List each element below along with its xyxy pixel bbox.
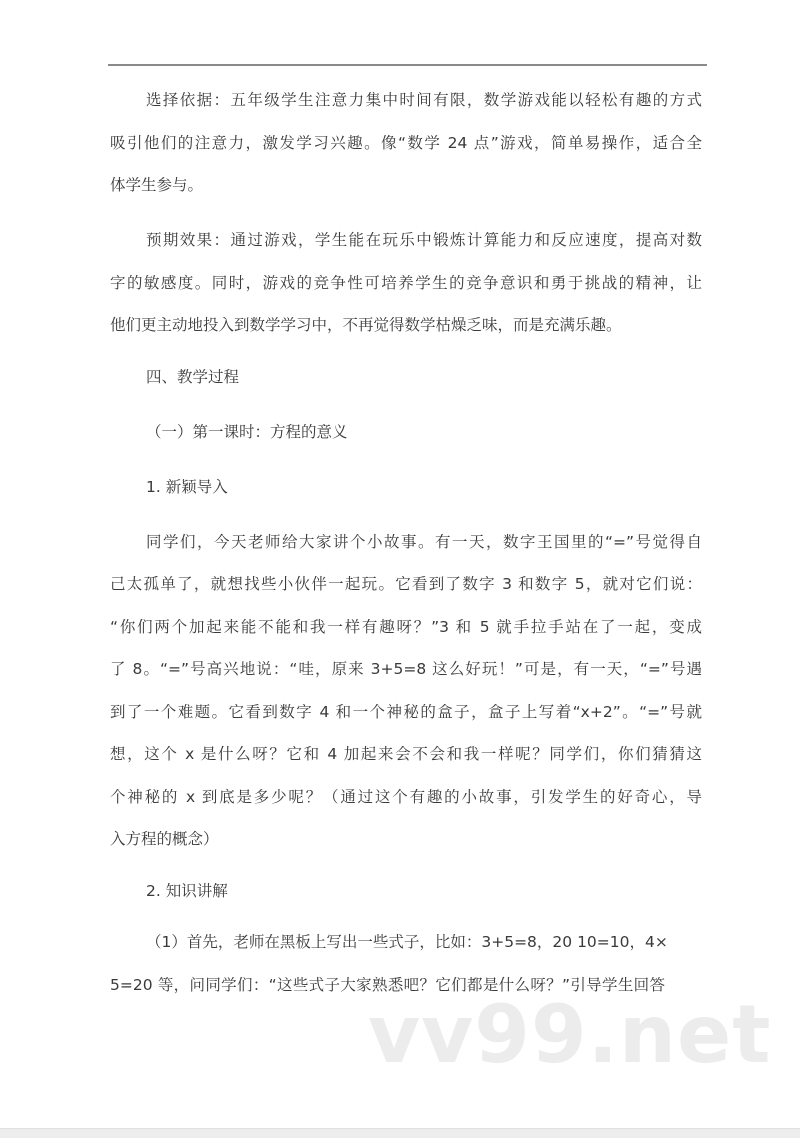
section-heading: 四、教学过程 — [146, 368, 240, 386]
paragraph-line: 想，这个 x 是什么呀？它和 4 加起来会不会和我一样呢？同学们，你们猜猜这 — [110, 745, 702, 763]
paragraph-line: 他们更主动地投入到数学学习中，不再觉得数学枯燥乏味，而是充满乐趣。 — [110, 316, 622, 334]
paragraph-line: （1）首先，老师在黑板上写出一些式子，比如：3+5=8，20 10=10，4× — [146, 933, 668, 951]
subsection-heading: （一）第一课时：方程的意义 — [146, 423, 348, 441]
paragraph-line: 己太孤单了，就想找些小伙伴一起玩。它看到了数字 3 和数字 5，就对它们说： — [110, 575, 702, 593]
step-heading: 1. 新颖导入 — [146, 478, 228, 496]
paragraph-line: 个神秘的 x 到底是多少呢？（通过这个有趣的小故事，引发学生的好奇心，导 — [110, 788, 702, 806]
paragraph-line: 5=20 等，问同学们：“这些式子大家熟悉吧？它们都是什么呀？”引导学生回答 — [110, 976, 665, 994]
paragraph-line: 预期效果：通过游戏，学生能在玩乐中锻炼计算能力和反应速度，提高对数 — [146, 231, 702, 249]
paragraph-line: 吸引他们的注意力，激发学习兴趣。像“数学 24 点”游戏，简单易操作，适合全 — [110, 134, 702, 152]
paragraph-line: 选择依据：五年级学生注意力集中时间有限，数学游戏能以轻松有趣的方式 — [146, 91, 702, 109]
paragraph-line: 同学们，今天老师给大家讲个小故事。有一天，数字王国里的“=”号觉得自 — [146, 533, 702, 551]
paragraph-line: 体学生参与。 — [110, 176, 204, 194]
paragraph-line: 字的敏感度。同时，游戏的竞争性可培养学生的竞争意识和勇于挑战的精神，让 — [110, 274, 702, 292]
paragraph-line: 入方程的概念） — [110, 830, 219, 848]
paragraph-line: “你们两个加起来能不能和我一样有趣呀？”3 和 5 就手拉手站在了一起，变成 — [110, 618, 702, 636]
header-rule — [108, 64, 707, 66]
step-heading: 2. 知识讲解 — [146, 882, 228, 900]
paragraph-line: 了 8。“=”号高兴地说：“哇，原来 3+5=8 这么好玩！”可是，有一天，“=”号遇 — [110, 660, 702, 678]
paragraph-line: 到了一个难题。它看到数字 4 和一个神秘的盒子，盒子上写着“x+2”。“=”号就 — [110, 703, 702, 721]
watermark: vv99.net — [368, 988, 772, 1081]
